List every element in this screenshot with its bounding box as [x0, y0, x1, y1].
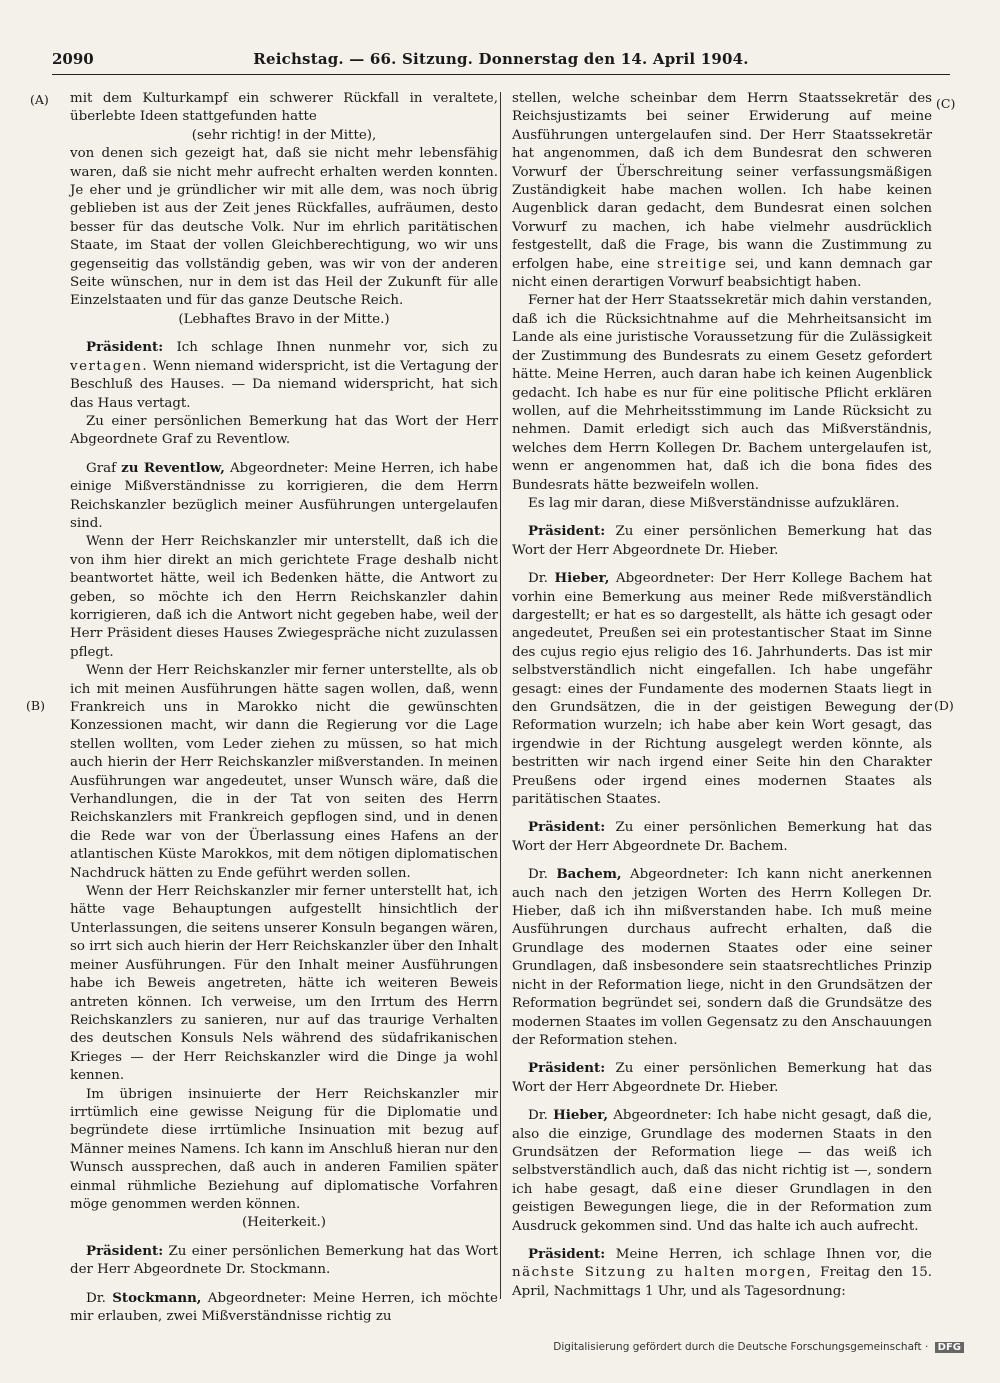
paragraph: Im übrigen insinuierte der Herr Reichskanzler mir irrtümlich eine gewisse Neigung für die Diplomatie und begründete diese irrtümliche Insinuation mit bezug auf Männer meines Namens. Ich kann im Anschluß hieran nur den Wunsch aussprechen, daß auch in anderen Familien später einmal rühmliche Beziehung auf diplomatische Vorfahren möge genommen werden können.	[70, 1086, 498, 1212]
page-header	[52, 48, 950, 75]
paragraph: Dr. Hieber, Abgeordneter: Der Herr Kollege Bachem hat vorhin eine Bemerkung aus meiner Rede mißverständlich dargestellt; er hat es so dargestellt, als hätte ich gesagt oder angedeutet, Preußen sei ein protestantischer Staat im Sinne des cujus regio ejus religio des 16. Jahrhunderts. Das ist mir selbstverständlich nicht eingefallen. Ich habe ungefähr gesagt: eines der Fundamente des modernen Staats liegt in den Grundsätzen, die in der geistigen Bewegung der Reformation wurzeln; ich habe aber kein Wort gesagt, das irgendwie in der Richtung ausgelegt werden könnte, als bestritten wir nach irgend einer Seite hin den Charakter Preußens oder irgend eines modernen Staates als paritätischen Staates.	[512, 570, 932, 808]
spaced-text: streitige	[657, 256, 728, 272]
interjection: (Lebhaftes Bravo in der Mitte.)	[178, 311, 390, 327]
column-divider	[500, 92, 501, 1299]
paragraph: Ferner hat der Herr Staatssekretär mich dahin verstanden, daß ich die Rücksichtnahme auf die Mehrheitsansicht im Lande als eine juristische Voraussetzung für die Zulässigkeit der Zustimmung des Bundesrats zu einem Gesetz gefordert hätte. Meine Herren, auch daran habe ich keinen Augenblick gedacht. Ich habe es nur für eine politische Pflicht erklären wollen, auf die Mehrheitsstimmung im Lande Rücksicht zu nehmen. Damit erledigt sich auch das Mißverständnis, welches dem Herrn Kollegen Dr. Bachem untergelaufen ist, wenn er angenommen hat, daß ich die bona fides des Bundesrats hätte bezweifeln wollen.	[512, 293, 933, 493]
digitization-credit	[553, 1341, 964, 1353]
paragraph: Präsident: Ich schlage Ihnen nunmehr vor, sich zu vertagen. Wenn niemand widerspricht, ist die Vertagung der Beschluß des Hauses. — Da niemand widerspricht, hat sich das Haus vertagt.	[70, 339, 498, 411]
interjection: (sehr richtig! in der Mitte),	[191, 127, 377, 143]
paragraph: Präsident: Zu einer persönlichen Bemerkung hat das Wort der Herr Abgeordnete Dr. Bachem.	[512, 819, 932, 854]
left-column	[70, 90, 498, 1326]
dfg-logo: DFG	[935, 1342, 964, 1353]
margin-marker-b: (B)	[26, 698, 45, 713]
credit-text: Digitalisierung gefördert durch die Deutsche Forschungsgemeinschaft ·	[553, 1341, 929, 1353]
paragraph: Wenn der Herr Reichskanzler mir ferner unterstellt hat, ich hätte vage Behauptungen aufgestellt hinsichtlich der Unterlassungen, die seitens unserer Konsuln begangen wären, so irrt sich auch hierin der Herr Reichskanzler über den Inhalt meiner Ausführungen. Für den Inhalt meiner Ausführungen habe ich Beweis angetreten, hätte ich weiteren Beweis antreten können. Ich verweise, um den Irrtum des Herrn Reichskanzlers zu sanieren, nur auf das traurige Verhalten des deutschen Konsuls Nels während des südafrikanischen Krieges — der Herr Reichskanzler wird die Dinge ja wohl kennen.	[70, 884, 498, 1084]
spaced-text: vertagen.	[70, 358, 149, 374]
interjection: (Heiterkeit.)	[242, 1215, 326, 1231]
speaker-name: Bachem,	[556, 866, 622, 883]
speaker-name: Hieber,	[554, 570, 610, 587]
paragraph: Zu einer persönlichen Bemerkung hat das Wort der Herr Abgeordnete Graf zu Reventlow.	[70, 413, 498, 448]
paragraph: Präsident: Zu einer persönlichen Bemerkung hat das Wort der Herr Abgeordnete Dr. Stockmann.	[70, 1242, 498, 1278]
speaker-name: Präsident:	[528, 819, 606, 836]
paragraph: stellen, welche scheinbar dem Herrn Staatssekretär des Reichsjustizamts bei seiner Erwiderung auf meine Ausführungen untergelaufen sind. Der Herr Staatssekretär hat angenommen, daß ich dem Bundesrat den schweren Vorwurf der Überschreitung seiner verfassungsmäßigen Zuständigkeit habe machen wollen. Ich habe keinen Augenblick daran gedacht, dem Bundesrat einen solchen Vorwurf zu machen, ich habe vielmehr ausdrücklich festgestellt, daß die Frage, bis wann die Zustimmung zu erfolgen habe, eine streitige sei, und kann demnach gar nicht einen derartigen Vorwurf beabsichtigt haben.	[512, 91, 932, 291]
speaker-name: Stockmann,	[112, 1289, 202, 1306]
paragraph: Dr. Stockmann, Abgeordneter: Meine Herren, ich möchte mir erlauben, zwei Mißverständnisse richtig zu	[70, 1289, 498, 1324]
margin-marker-a: (A)	[30, 92, 49, 107]
speaker-name: Präsident:	[86, 1242, 164, 1259]
paragraph: Dr. Hieber, Abgeordneter: Ich habe nicht gesagt, daß die, also die einzige, Grundlage des modernen Staats in den Grundsätzen der Reformation liege — das weiß ich selbstverständlich auch, daß das nicht richtig ist —, sondern ich habe gesagt, daß eine dieser Grundlagen in den geistigen Bewegungen liege, die in der Reformation zum Ausdruck gekommen sind. Und das halte ich auch aufrecht.	[512, 1107, 932, 1234]
paragraph: Wenn der Herr Reichskanzler mir unterstellt, daß ich die von ihm hier direkt an mich gerichtete Frage deshalb nicht beantwortet hätte, weil ich Bedenken hätte, die Antwort zu geben, so möchte ich den Herrn Reichskanzler dahin korrigieren, daß ich die Antwort nicht gegeben habe, weil der Herr Präsident dieses Hauses Zwiegespräche nicht zuzulassen pflegt.	[70, 534, 498, 660]
spaced-text: nächste Sitzung zu halten morgen,	[512, 1265, 813, 1281]
margin-marker-c: (C)	[936, 96, 956, 111]
paragraph: Graf zu Reventlow, Abgeordneter: Meine Herren, ich habe einige Mißverständnisse zu korrigieren, die dem Herrn Reichskanzler bezüglich meiner Ausführungen untergelaufen sind.	[70, 459, 498, 531]
running-title: Reichstag. — 66. Sitzung. Donnerstag den 14. April 1904.	[253, 50, 749, 68]
spaced-text: eine	[688, 1181, 724, 1197]
right-column	[512, 90, 932, 1301]
speaker-name: Präsident:	[528, 1245, 606, 1262]
paragraph: Präsident: Zu einer persönlichen Bemerkung hat das Wort der Herr Abgeordnete Dr. Hieber.	[512, 523, 932, 558]
margin-marker-d: (D)	[934, 698, 954, 713]
page-number: 2090	[52, 50, 94, 68]
paragraph: Dr. Bachem, Abgeordneter: Ich kann nicht anerkennen auch nach den jetzigen Worten des Herrn Kollegen Dr. Hieber, daß ich ihn mißverstanden habe. Ich muß meine Ausführungen durchaus aufrecht erhalten, daß die Grundlage des modernen Staates oder eine seiner Grundlagen, daß insbesondere sein staatsrechtliches Prinzip nicht in der Reformation liege, nicht in den Grundsätzen der Reformation begründet sei, sondern daß die Grundsätze des modernen Staates im vollen Gegensatz zu den Anschauungen der Reformation stehen.	[512, 866, 933, 1048]
paragraph: Präsident: Zu einer persönlichen Bemerkung hat das Wort der Herr Abgeordnete Dr. Hieber.	[512, 1060, 932, 1095]
paragraph: Es lag mir daran, diese Mißverständnisse aufzuklären.	[528, 495, 900, 511]
speaker-name: Präsident:	[86, 339, 164, 356]
paragraph: mit dem Kulturkampf ein schwerer Rückfall in veraltete, überlebte Ideen stattgefunden hatte	[70, 91, 498, 125]
speaker-name: Präsident:	[528, 523, 606, 540]
speaker-name: zu Reventlow,	[121, 459, 225, 476]
speaker-name: Präsident:	[528, 1060, 606, 1077]
paragraph: Präsident: Meine Herren, ich schlage Ihnen vor, die nächste Sitzung zu halten morgen, Freitag den 15. April, Nachmittags 1 Uhr, und als Tagesordnung:	[512, 1245, 933, 1299]
paragraph: von denen sich gezeigt hat, daß sie nicht mehr lebensfähig waren, daß sie nicht mehr aufrecht erhalten werden konnten. Je eher und je gründlicher wir mit alle dem, was noch übrig geblieben ist aus der Zeit jenes Rückfalles, aufräumen, desto besser für das deutsche Volk. Nur im ehrlich paritätischen Staate, im Staat der vollen Gleichberechtigung, wo wir uns gegenseitig das vollständig geben, was wir von der anderen Seite wünschen, nur in dem ist das Heil der Zukunft für alle Einzelstaaten und für das ganze Deutsche Reich.	[70, 146, 498, 309]
paragraph: Wenn der Herr Reichskanzler mir ferner unterstellte, als ob ich mit meinen Ausführungen hätte sagen wollen, daß, wenn Frankreich uns in Marokko nicht die gewünschten Konzessionen macht, wir dann die Regierung vor die Lage stellen wollten, vom Leder ziehen zu müssen, so hat mich auch hierin der Herr Reichskanzler mißverstanden. In meinen Ausführungen war angedeutet, unser Wunsch wäre, daß die Verhandlungen, die in der Tat von seiten des Herrn Reichskanzlers mit Frankreich gepflogen sind, und in denen die Rede war von der Überlassung eines Hafens an der atlantischen Küste Marokkos, mit dem nötigen diplomatischen Nachdruck hätten zu Ende geführt werden sollen.	[70, 663, 498, 881]
speaker-name: Hieber,	[553, 1107, 609, 1124]
